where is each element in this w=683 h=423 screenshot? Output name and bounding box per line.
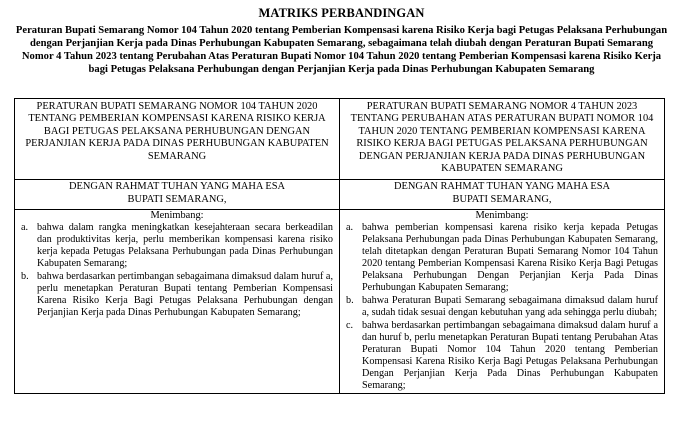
comparison-table (14, 98, 665, 394)
right-menimbang-label: Menimbang: (475, 209, 529, 221)
item-text: bahwa dalam rangka meningkatkan kesejahteraan secara berkeadilan dan produktivitas kerja, perlu memberikan kompensasi karena risiko kerja kepada Petugas Pelaksana Perhubungan pada Dinas Perhubungan Kabupaten Semarang; (37, 221, 333, 269)
right-dengan-rahmat (340, 180, 664, 208)
left-menimbang-cell (15, 209, 340, 393)
item-marker: a. (346, 221, 354, 233)
right-dengan-cell (340, 180, 665, 209)
header-row (15, 99, 665, 180)
item-text: bahwa berdasarkan pertimbangan sebagaimana dimaksud dalam huruf a, perlu menetapkan Peraturan Bupati tentang Pemberian Kompensasi Karena Risiko Kerja Bagi Petugas Pelaksana Perhubungan dengan Perjanjian Kerja pada Dinas Perhubungan Kabupaten Semarang; (37, 270, 333, 318)
left-regulation-header: PERATURAN BUPATI SEMARANG NOMOR 104 TAHUN 2020 TENTANG PEMBERIAN KOMPENSASI KARENA RISIKO KERJA BAGI PETUGAS PELAKSANA PERHUBUNGAN DENGAN PERJANJIAN KERJA PADA DINAS PERHUBUNGAN KABUPATEN SEMARANG (25, 101, 329, 162)
item-text: bahwa berdasarkan pertimbangan sebagaimana dimaksud dalam huruf a dan huruf b, perlu menetapkan Peraturan Bupati tentang Perubahan Atas Peraturan Bupati Nomor 104 Tahun 2020 tentang Pemberian Kompensasi Karena Risiko Kerja Bagi Petugas Pelaksana Perhubungan Dengan Perjanjian Kerja Pada Dinas Perhubungan Kabupaten Semarang; (362, 319, 658, 391)
list-item (21, 221, 333, 270)
left-dengan-rahmat (15, 180, 339, 208)
left-dengan-line1: DENGAN RAHMAT TUHAN YANG MAHA ESA (69, 181, 285, 193)
item-marker: b. (346, 294, 354, 306)
item-text: bahwa Peraturan Bupati Semarang sebagaimana dimaksud dalam huruf a, sudah tidak sesuai dengan kebutuhan yang ada sehingga perlu diubah; (362, 294, 658, 318)
right-menimbang-list (340, 222, 664, 392)
item-marker: b. (21, 270, 29, 282)
list-item (346, 294, 658, 319)
left-dengan-cell (15, 180, 340, 209)
item-marker: a. (21, 221, 29, 233)
left-dengan-line2: BUPATI SEMARANG, (127, 193, 227, 205)
right-dengan-line1: DENGAN RAHMAT TUHAN YANG MAHA ESA (394, 181, 610, 193)
left-menimbang-label: Menimbang: (150, 209, 204, 221)
document-title: MATRIKS PERBANDINGAN (258, 6, 425, 20)
right-regulation-header: PERATURAN BUPATI SEMARANG NOMOR 4 TAHUN 2023 TENTANG PERUBAHAN ATAS PERATURAN BUPATI NOMOR 104 TAHUN 2020 TENTANG PEMBERIAN KOMPENSASI KARENA RISIKO KERJA BAGI PETUGAS PELAKSANA PERHUBUNGAN DENGAN PERJANJIAN KERJA PADA DINAS PERHUBUNGAN KABUPATEN SEMARANG (350, 101, 654, 175)
right-menimbang-cell (340, 209, 665, 393)
list-item (21, 270, 333, 319)
list-item (346, 221, 658, 294)
right-header-cell (340, 99, 665, 180)
menimbang-row (15, 209, 665, 393)
item-marker: c. (346, 319, 354, 331)
left-header-cell (15, 99, 340, 180)
left-menimbang-list (15, 222, 339, 319)
right-dengan-line2: BUPATI SEMARANG, (452, 193, 552, 205)
dengan-row (15, 180, 665, 209)
list-item (346, 319, 658, 392)
document-subtitle: Peraturan Bupati Semarang Nomor 104 Tahun 2020 tentang Pemberian Kompensasi karena Risiko Kerja bagi Petugas Pelaksana Perhubungan dengan Perjanjian Kerja pada Dinas Perhubungan Kabupaten Semarang, sebagaimana telah diubah dengan Peraturan Bupati Semarang Nomor 4 Tahun 2023 tentang Perubahan Atas Peraturan Bupati Nomor 104 Tahun 2020 tentang Pemberian Kompensasi karena Risiko Kerja bagi Petugas Pelaksana Perhubungan dengan Perjanjian Kerja pada Dinas Perhubungan Kabupaten Semarang (15, 25, 668, 75)
item-text: bahwa pemberian kompensasi karena risiko kerja kepada Petugas Pelaksana Perhubungan pada Dinas Perhubungan Kabupaten Semarang, telah ditetapkan dengan Peraturan Bupati Semarang Nomor 104 Tahun 2020 tentang Pemberian Kompensasi Karena Risiko Kerja Bagi Petugas Pelaksana Perhubungan Dengan Perjanjian Kerja Pada Dinas Perhubungan Kabupaten Semarang; (362, 221, 658, 293)
